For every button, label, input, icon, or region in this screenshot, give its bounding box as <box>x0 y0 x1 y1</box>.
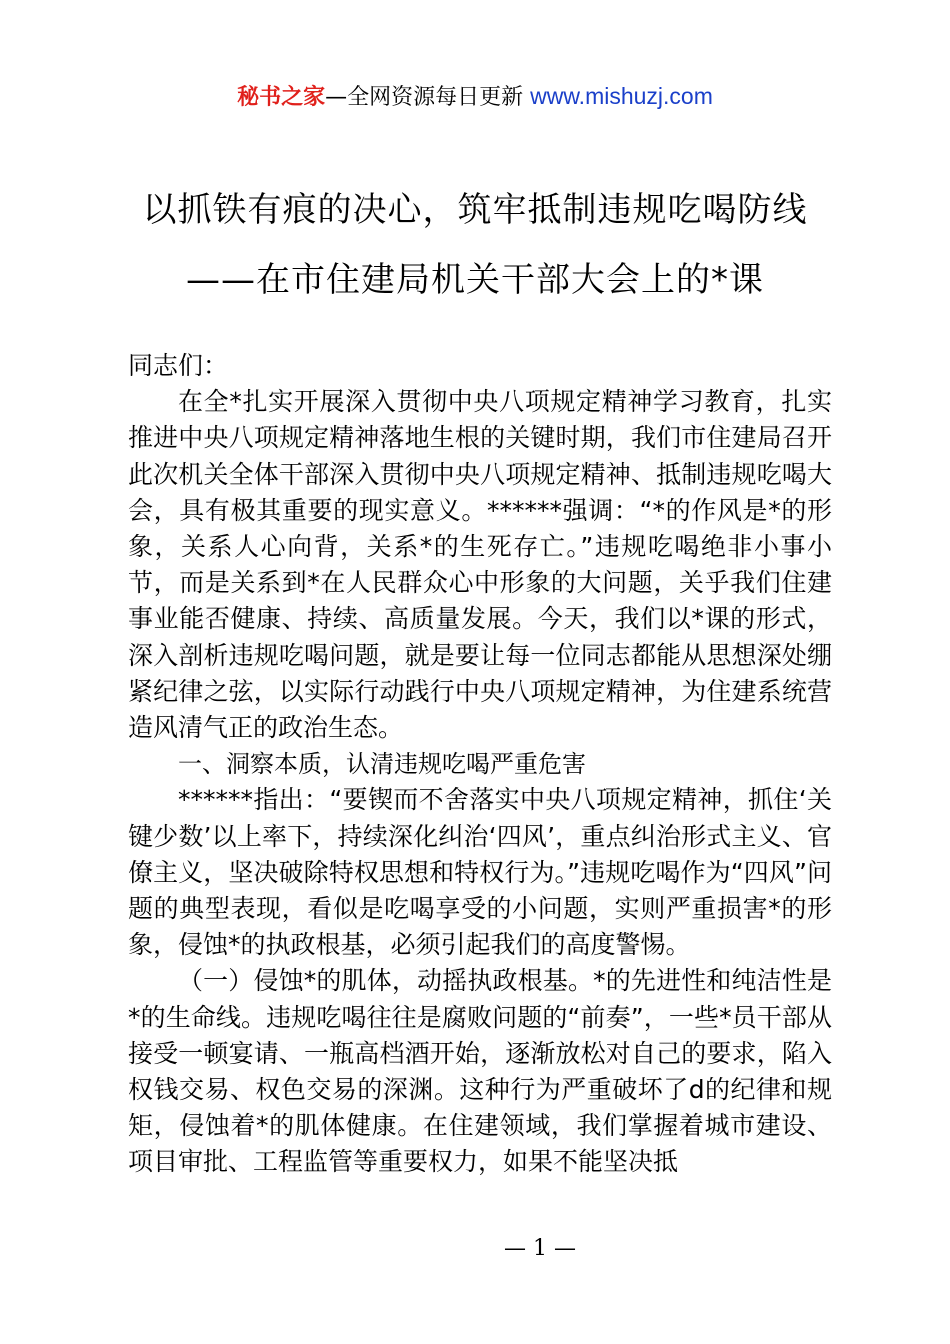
header-tagline: —全网资源每日更新 <box>325 85 524 110</box>
site-url-link[interactable]: www.mishuzj.com <box>530 83 713 109</box>
paragraph-subsection-1: （一）侵蚀*的肌体，动摇执政根基。*的先进性和纯洁性是*的生命线。违规吃喝往往是腐败问题的“前奏”，一些*员干部从接受一顿宴请、一瓶高档酒开始，逐渐放松对自己的要求，陷入权钱交易、权色交易的深渊。这种行为严重破坏了d的纪律和规矩，侵蚀着*的肌体健康。在住建领域，我们掌握着城市建设、项目审批、工程监管等重要权力，如果不能坚决抵 <box>128 966 832 1177</box>
brand-name: 秘书之家 <box>237 85 326 110</box>
site-header <box>0 80 950 114</box>
document-body <box>128 348 832 1181</box>
page-number: — 1 — <box>504 1236 576 1261</box>
paragraph-intro: 在全*扎实开展深入贯彻中央八项规定精神学习教育，扎实推进中央八项规定精神落地生根的关键时期，我们市住建局召开此次机关全体干部深入贯彻中央八项规定精神、抵制违规吃喝大会，具有极其重要的现实意义。******强调：“*的作风是*的形象，关系人心向背，关系*的生死存亡。”违规吃喝绝非小事小节，而是关系到*在人民群众心中形象的大问题，关乎我们住建事业能否健康、持续、高质量发展。今天，我们以*课的形式，深入剖析违规吃喝问题，就是要让每一位同志都能从思想深处绷紧纪律之弦，以实际行动践行中央八项规定精神，为住建系统营造风清气正的政治生态。 <box>128 387 832 743</box>
document-title: 以抓铁有痕的决心，筑牢抵制违规吃喝防线 <box>142 190 808 230</box>
salutation: 同志们： <box>128 351 229 380</box>
section-heading: 一、洞察本质，认清违规吃喝严重危害 <box>178 750 586 779</box>
document-subtitle: ——在市住建局机关干部大会上的*课 <box>186 260 764 300</box>
paragraph-quote: ******指出：“要锲而不舍落实中央八项规定精神，抓住‘关键少数’以上率下，持续深化纠治‘四风’，重点纠治形式主义、官僚主义，坚决破除特权思想和特权行为。”违规吃喝作为“四风”问题的典型表现，看似是吃喝享受的小问题，实则严重损害*的形象，侵蚀*的执政根基，必须引起我们的高度警惕。 <box>128 785 832 960</box>
